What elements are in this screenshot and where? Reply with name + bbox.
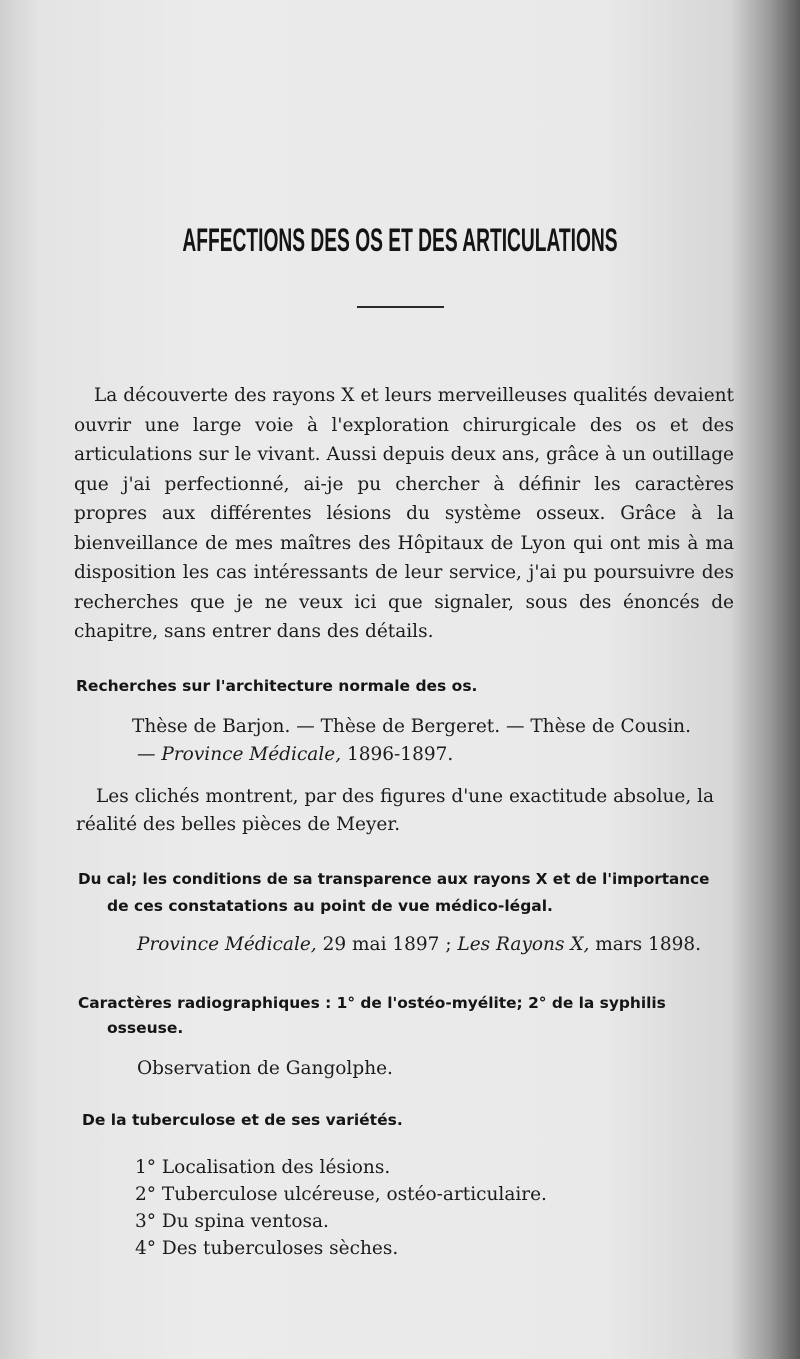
page-title: AFFECTIONS DES OS ET DES ARTICULATIONS <box>182 222 618 258</box>
list-item: 1° Localisation des lésions. <box>135 1157 391 1178</box>
journal-name: Province Médicale, <box>137 934 317 955</box>
section-reference-line: Thèse de Barjon. — Thèse de Bergeret. — Thèse de Cousin. <box>132 716 691 737</box>
reference-date: 29 mai 1897 ; <box>316 934 458 955</box>
section-body-line: Les clichés montrent, par des figures d'une exactitude absolue, la <box>96 786 715 807</box>
list-item: 2° Tuberculose ulcéreuse, ostéo-articulaire. <box>135 1184 547 1205</box>
title-divider <box>357 306 444 308</box>
section-reference-line <box>137 740 453 769</box>
section-heading-cal-continued: de ces constatations au point de vue médico-légal. <box>107 897 553 915</box>
section-heading-radiographic-continued: osseuse. <box>107 1019 184 1037</box>
journal-name: Les Rayons X, <box>457 934 590 955</box>
section-heading-tuberculosis: De la tuberculose et de ses variétés. <box>82 1111 403 1129</box>
section-heading-cal: Du cal; les conditions de sa transparence aux rayons X et de l'importance <box>78 870 710 888</box>
section-body-line: réalité des belles pièces de Meyer. <box>76 814 401 835</box>
section-body-line: Observation de Gangolphe. <box>137 1058 393 1079</box>
intro-paragraph: La découverte des rayons X et leurs merveilleuses qualités devaient ouvrir une large voie à l'exploration chirurgicale des os et des articulations sur le vivant. Aussi depuis deux ans, grâce à un outillage que j'ai perfectionné, ai-je pu chercher à définir les caractères propres aux différentes lésions du système osseux. Grâce à la bienveillance de mes maîtres des Hôpitaux de Lyon qui ont mis à ma disposition les cas intéressants de leur service, j'ai pu poursuivre des recherches que je ne veux ici que signaler, sous des énoncés de chapitre, sans entrer dans des détails. <box>74 385 734 642</box>
list-item: 4° Des tuberculoses sèches. <box>135 1238 399 1259</box>
list-item: 3° Du spina ventosa. <box>135 1211 329 1232</box>
section-reference-line <box>137 930 701 959</box>
reference-years: 1896-1897. <box>341 744 454 765</box>
section-heading-architecture: Recherches sur l'architecture normale des os. <box>76 677 478 695</box>
reference-dash: — <box>137 744 162 765</box>
reference-date: mars 1898. <box>589 934 702 955</box>
section-heading-radiographic: Caractères radiographiques : 1° de l'ostéo-myélite; 2° de la syphilis <box>78 994 666 1012</box>
journal-name: Province Médicale, <box>161 744 342 765</box>
